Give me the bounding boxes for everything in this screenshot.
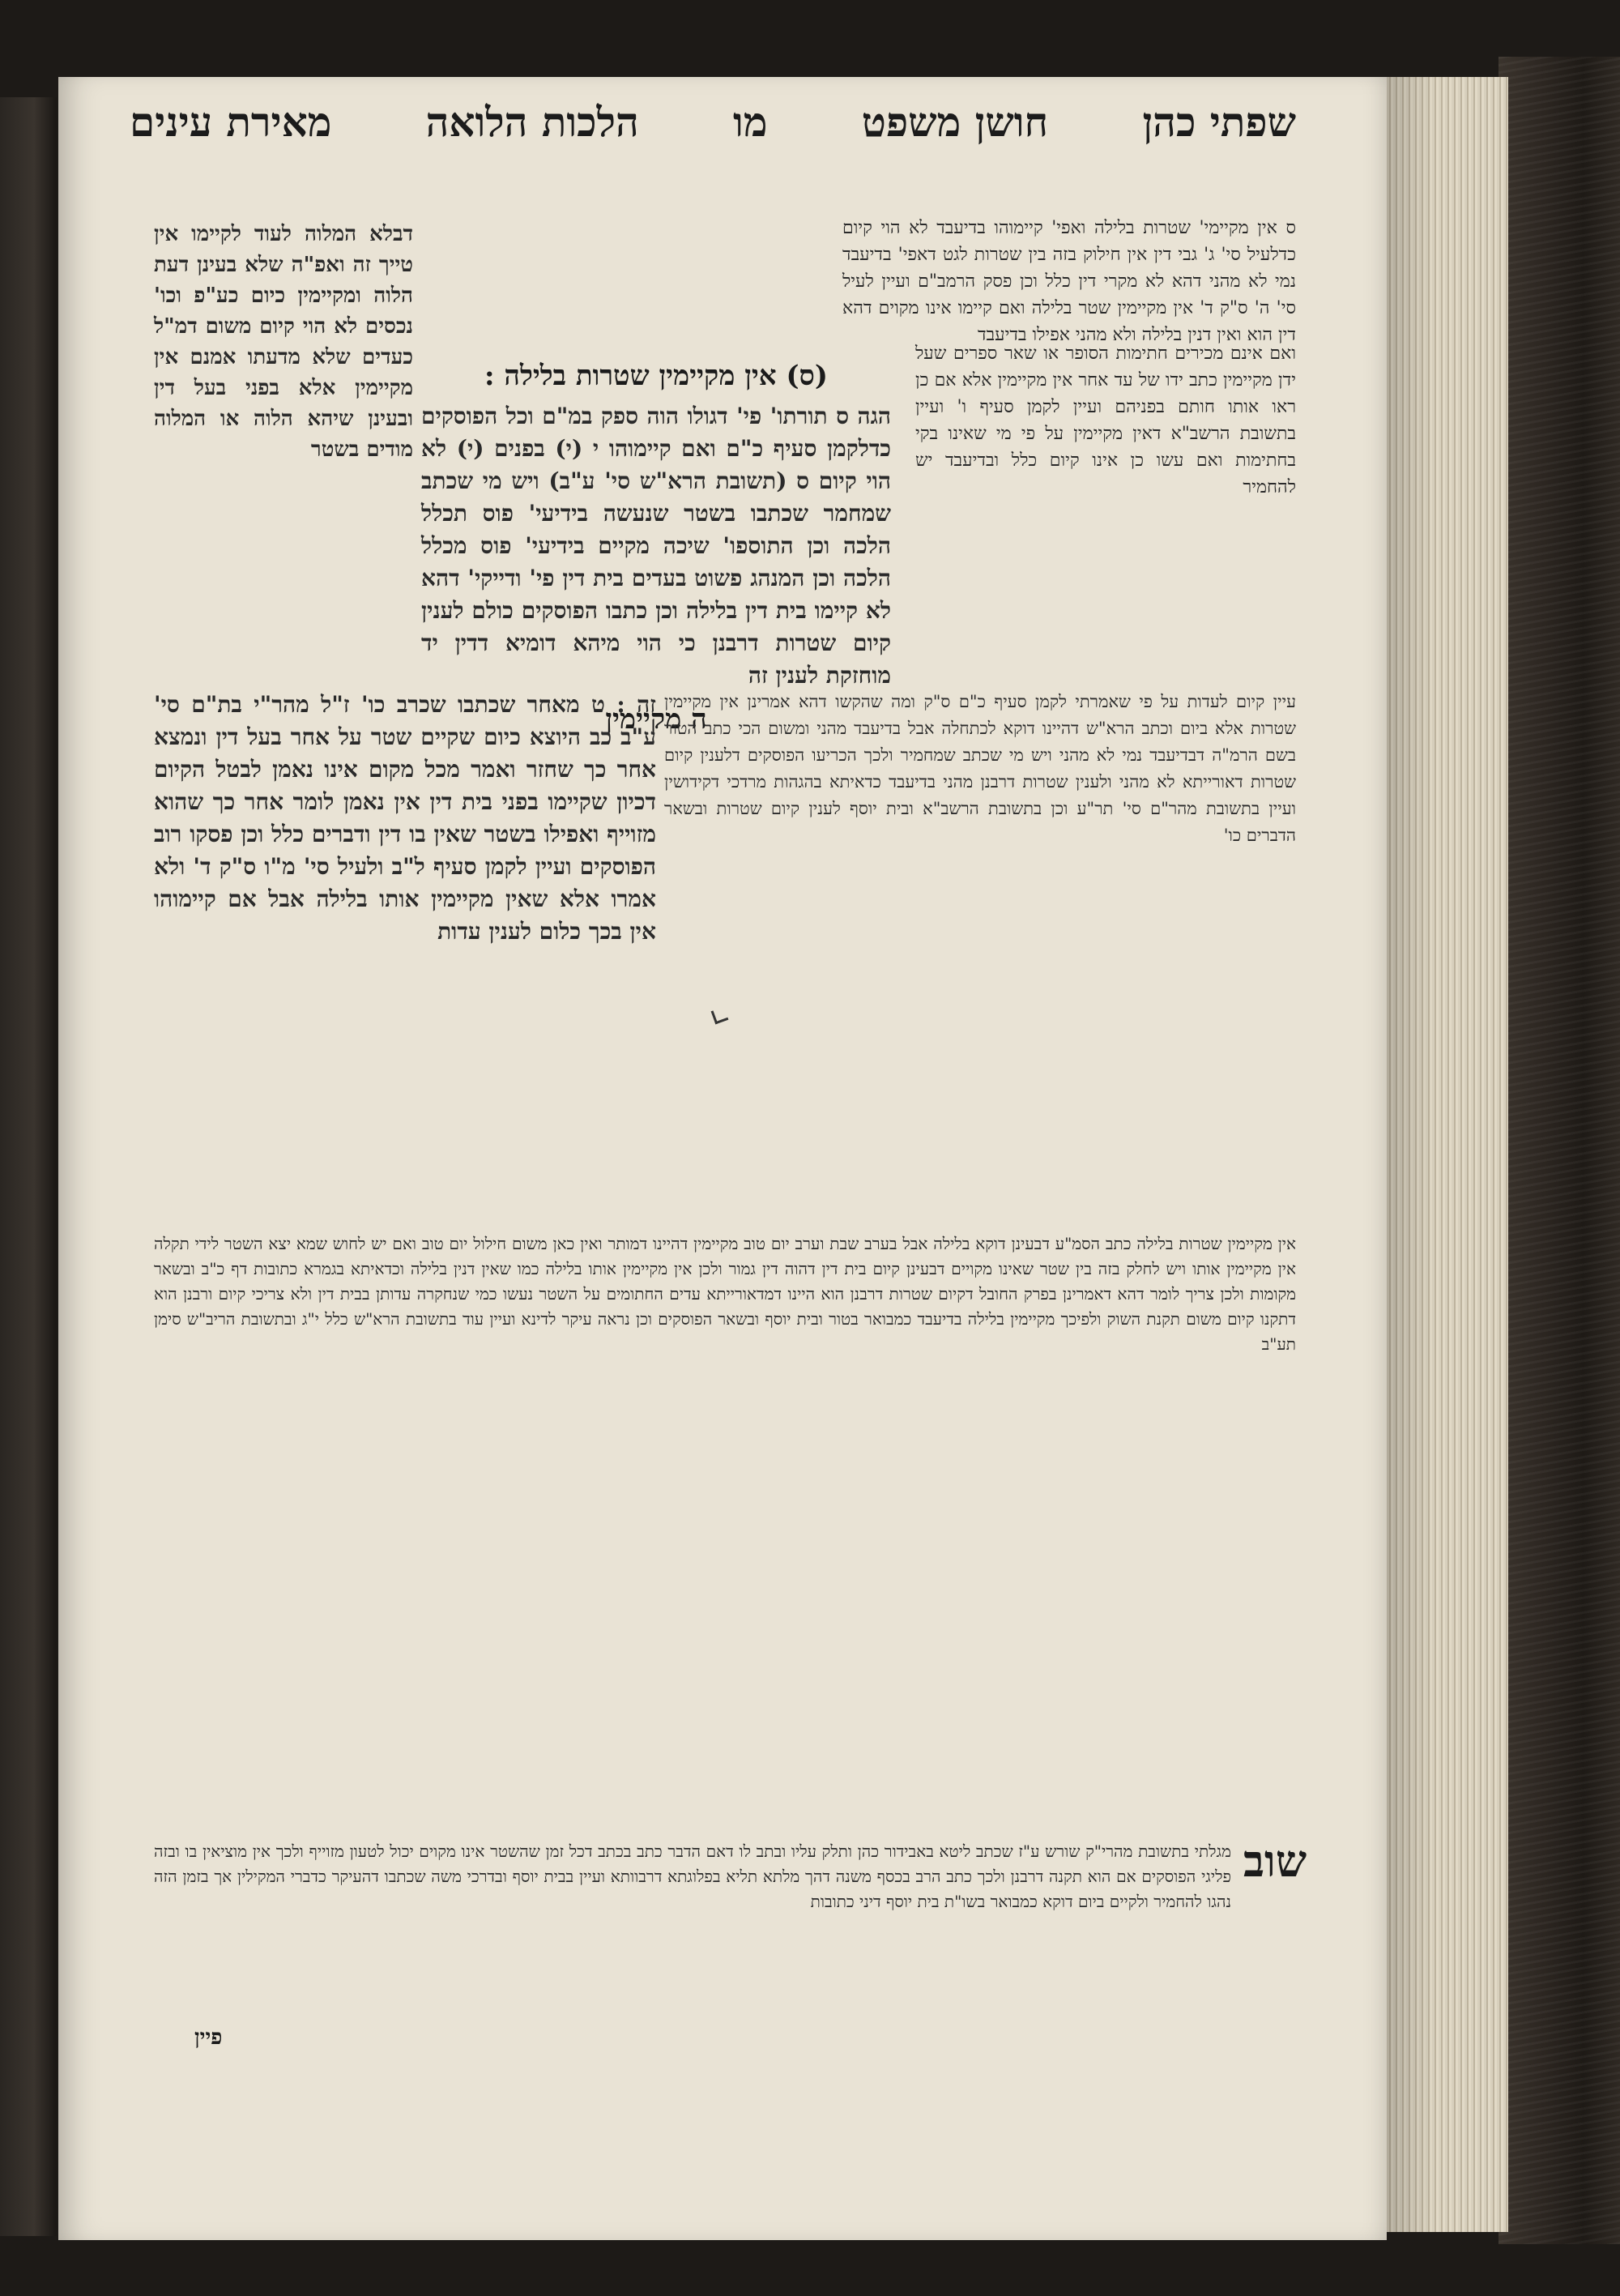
- commentary-final: [154, 1839, 1231, 1919]
- main-text-column: [421, 348, 891, 744]
- commentary-left-middle: [154, 689, 656, 953]
- commentary-text: זה : ט מאחר שכתבו שכרב כו' ז"ל מהר"י בת"ם סי' ע"ב כב היוצא כיום שקיים שטר על אחר בעל דין ונמצא אחר כך שחזר ואמר מכל מקום אינו נאמן לבטל הקיום דכיון שקיימו בפני בית דין אין נאמן לומר אחר כך שהוא מזוייף ואפילו בשטר שאין בו דין ודברים כלל וכן פסקו רוב הפוסקים ועיין לקמן סעיף ל"ב ולעיל סי' מ"ו ס"ק ד' ולא אמרו אלא שאין מקיימין אותו בלילה אבל אם קיימוהו אין בכך כלום לענין עדות: [154, 691, 656, 945]
- commentary-left-top: [154, 219, 413, 470]
- commentary-right-middle: [664, 689, 1296, 854]
- commentary-text: דבלא המלוה לעוד לקיימו אין טייך זה ואפ"ה שלא בעינן דעת הלוה ומקיימין כיום כע"פ וכו' נכסים לא הוי קיום משום דמ"ל כעדים שלא מדעתו אמנם אין מקיימין אלא בפני בעל דין ובעינן שיהא הלוה או המלוה מודים בשטר: [154, 222, 413, 462]
- book-binding-left: [0, 97, 57, 2236]
- commentary-right-top: [842, 215, 1296, 353]
- header-item: מו: [733, 97, 768, 146]
- header-item: מאירת עינים: [130, 97, 332, 146]
- section-heading: ה מקיימין: [605, 703, 707, 736]
- commentary-bottom: [154, 1231, 1296, 1362]
- header-item: חושן משפט: [861, 97, 1049, 146]
- section-heading: (ס) אין מקיימין שטרות בלילה :: [484, 360, 828, 392]
- commentary-text: ואם אינם מכירים חתימות הסופר או שאר ספרים שעל ידן מקיימין כתב ידו של עד אחר אין מקיימין אלא אם כן ראו אותו חותם בפניהם ועיין לקמן סעיף ו' ועיין בתשובת הרשב"א דאין מקיימין על פי מי שאינו בקי בחתימות ואם עשו כן אינו קיום כלל ובדיעבד יש להחמיר: [915, 344, 1296, 497]
- book-cover-right: [1498, 57, 1620, 2244]
- page-edges: [1385, 77, 1508, 2232]
- drop-word: שוב: [1243, 1835, 1307, 1887]
- commentary-text: עיין קיום לעדות על פי שאמרתי לקמן סעיף כ"ם ס"ק ומה שהקשו דהא אמרינן אין מקיימין שטרות אלא ביום וכתב הרא"ש דהיינו דוקא לכתחלה אבל בדיעבד מהני ומשום הכי כתב הטור בשם הרמ"ה דבדיעבד נמי לא מהני ויש מי שכתב שמחמיר ולכך הכריעו הפוסקים דלענין קיום שטרות דאורייתא לא מהני ולענין שטרות דרבנן מהני בדיעבד כדאיתא בהגהות מרדכי דקידושין ועיין בתשובת מהר"ם סי' תר"ע וכן בתשובת הרשב"א ובית יוסף לענין קיום שטרות ובשאר הדברים כו': [664, 692, 1296, 845]
- commentary-text: אין מקיימין שטרות בלילה כתב הסמ"ע דבעינן דוקא בלילה אבל בערב שבת וערב יום טוב מקיימין דהיינו דמותר ואין כאן משום חילול יום טוב ואם יש לחוש שמא יצא השטר לידי תקלה אין מקיימין אותו ויש לחלק בזה בין שטר שאינו מקויים דבעינן קיום בית דין דהוה דין גמור ולכן אין מקיימין אותו בלילה כמו שאין דנין בלילה וכדאיתא בגמרא כתובות דף כ"ב ובשאר מקומות ולכן צריך לומר דהא דאמרינן בפרק החובל דקיום שטרות דרבנן הוא היינו דמדאורייתא עדים החתומים על השטר נעשו כמי שנחקרה עדותן בבית דין ולא צריכי קיום ורבנן הוא דתקנו קיום משום תקנת השוק ולפיכך מקיימין בלילה בדיעבד כמבואר בטור ובית יוסף ובשאר הפוסקים וכן נראה עיקר לדינא ועיין עוד בתשובת הרא"ש כלל י"ג ובתשובת הריב"ש סימן תע"ב: [154, 1234, 1296, 1354]
- main-text: הגה ס תורתו' פי' דגולו הוה ספק במ"ם וכל הפוסקים כדלקמן סעיף כ"ם ואם קיימוהו י (י) בפנים (י) לא הוי קיום ס (תשובת הרא"ש סי' ע"ב) ויש מי שכתב שמחמר שכתבו בשטר שנעשה בידיעי' פוס תכלל הלכה וכן התוספו' שיכה מקיים בידיעי' פוס מכלל הלכה וכן המנהג פשוט בעדים בית דין פי' ודייקי' דהא לא קיימו בית דין בלילה וכן כתבו הפוסקים כולם לענין קיום שטרות דרבנן כי הוי מיהא דומיא דדין יד מוחזקת לענין זה: [421, 403, 892, 689]
- running-header: [130, 89, 1296, 154]
- commentary-right-block: [915, 340, 1296, 506]
- header-item: שפתי כהן: [1142, 97, 1296, 146]
- header-item: הלכות הלואה: [425, 97, 639, 146]
- commentary-text: ס אין מקיימי' שטרות בלילה ואפי' קיימוהו בדיעבד לא הוי קיום כדלעיל סי' ג' גבי דין אין חילוק בזה בין שטרות לגט דאפי' בדיעבד נמי לא מהני דהא לא מקרי דין כלל וכן פסק הרמב"ם ועיין לעיל סי' ה' ס"ק ד' אין מקיימין שטר בלילה ואם קיימו אינו מקוים דהא דין הוא ואין דנין בלילה ולא מהני אפילו בדיעבד: [842, 218, 1296, 345]
- commentary-text: מגלתי בתשובת מהרי"ק שורש ע"ז שכתב ליטא באבידור כהן ותלק עליו ובתב לו דאם הדבר כתב בכתב דכל זמן שהשטר אינו מקוים יכול לטעון מזוייף ולכך אין מוציאין בו ובזה פליגי הפוסקים אם הוא תקנה דרבנן ולכך כתב הרב בכסף משנה דהך מלתא תליא בפלוגתא דרבוותא ועיין בבית יוסף ובדרכי משה שכתבו דהעיקר כדברי המקילין אך בזמן הזה נהגו להחמיר ולקיים ביום דוקא כמבואר בשו"ת בית יוסף דיני כתובות: [154, 1841, 1231, 1911]
- catch-word: פיין: [194, 2025, 223, 2050]
